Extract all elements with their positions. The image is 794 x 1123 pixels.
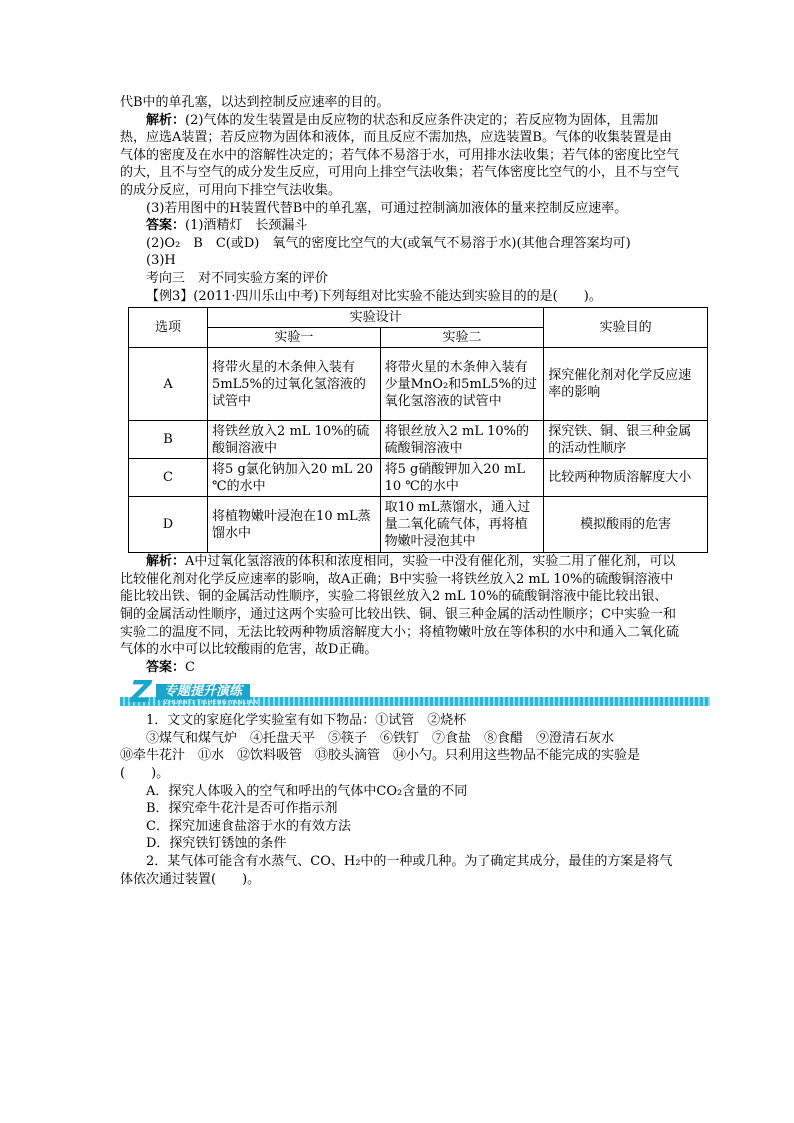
row-purpose: 探究催化剂对化学反应速率的影响 [544,348,708,421]
row-exp2: 将银丝放入2 mL 10%的硫酸铜溶液中 [380,421,544,459]
answer-line2: (2)O₂ B C(或D) 氧气的密度比空气的大(或氧气不易溶于水)(其他合理答案均可) [146,235,631,251]
analysis-label: 解析： [146,112,186,128]
row-purpose: 比较两种物质溶解度大小 [544,459,708,497]
row-purpose: 模拟酸雨的危害 [544,497,708,553]
question2: 2．某气体可能含有水蒸气、CO、H₂中的一种或几种。为了确定其成分，最佳的方案是将气体依次通过装置( )。 [120,854,673,887]
row-exp2: 将带火星的木条伸入装有少量MnO₂和5mL5%的过氧化氢溶液的试管中 [380,348,544,421]
analysis-text: (2)气体的发生装置是由反应物的状态和反应条件决定的；若反应物为固体，且需加热，应选A装置；若反应物为固体和液体，而且反应不需加热，应选装置B。气体的收集装置是由气体的密度及在水中的溶解性决定的；若气体不易溶于水，可用排水法收集；若气体的密度比空气的大，且不与空气的成分发生反应，可用向上排空气法收集；若气体密度比空气的小，且不与空气的成分反应，可用向下排空气法收集。 [120,112,680,198]
answer-line1: (1)酒精灯 长颈漏斗 [185,218,308,234]
header-option: 选项 [129,308,208,348]
question1-option-d: D．探究铁钉锈蚀的条件 [146,836,287,852]
banner-subtitle: ZHUANTI TISHENG YANLIAN [164,699,259,707]
header-design: 实验设计 [208,308,544,328]
banner-logo-letter: Z [130,675,152,711]
question1-option-a: A．探究人体吸入的空气和呼出的气体中CO₂含量的不同 [146,783,468,799]
example-question: 【例3】(2011·四川乐山中考)下列每组对比实验不能达到实验目的的是( )。 [146,288,602,304]
answer-paragraph [120,217,680,235]
row-exp1: 将带火星的木条伸入装有5mL5%的过氧化氢溶液的试管中 [208,348,381,421]
section-title: 考向三 对不同实验方案的评价 [146,270,329,286]
table-row [129,497,708,553]
analysis2-paragraph [120,553,680,659]
question1-option-b: B．探究牵牛花汁是否可作指示剂 [146,801,338,817]
document-page [120,94,692,888]
analysis2-label: 解析： [146,554,186,570]
header-purpose: 实验目的 [544,308,708,348]
answer-line3: (3)H [146,253,176,269]
experiment-table [128,307,708,553]
row-option: B [129,421,208,459]
row-exp2: 取10 mL蒸馏水，通入过量二氧化硫气体，再将植物嫩叶浸泡其中 [380,497,544,553]
answer-label: 答案： [146,218,186,234]
answer2-paragraph [120,659,680,677]
row-exp1: 将铁丝放入2 mL 10%的硫酸铜溶液中 [208,421,381,459]
analysis-part3: (3)若用图中的H装置代替B中的单孔塞，可通过控制滴加液体的量来控制反应速率。 [146,200,628,216]
table-row [129,459,708,497]
row-exp2: 将5 g硝酸钾加入20 mL 10 ℃的水中 [380,459,544,497]
answer2-value: C [185,659,195,675]
analysis2-text: A中过氧化氢溶液的体积和浓度相同，实验一中没有催化剂，实验二用了催化剂，可以比较催化剂对化学反应速率的影响，故A正确；B中实验一将铁丝放入2 mL 10%的硫酸铜溶液中能比较出铁、铜的金属活动性顺序，实验二将银丝放入2 mL 10%的硫酸铜溶液中能比较出银、铜的金属活动性顺序，通过这两个实验可比较出铁、铜、银三种金属的活动性顺序；C中实验一和实验二的温度不同，无法比较两种物质溶解度大小；将植物嫩叶放在等体积的水中和通入二氧化硫气体的水中可以比较酸雨的危害，故D正确。 [120,554,680,658]
table-row [129,421,708,459]
row-option: A [129,348,208,421]
row-purpose: 探究铁、铜、银三种金属的活动性顺序 [544,421,708,459]
intro-line: 代B中的单孔塞，以达到控制反应速率的目的。 [120,95,390,110]
row-exp1: 将植物嫩叶浸泡在10 mL蒸馏水中 [208,497,381,553]
question1-line1: 1．文文的家庭化学实验室有如下物品：①试管 ②烧杯 [146,713,467,729]
analysis-paragraph [120,112,680,200]
row-option: D [129,497,208,553]
table-header-row [129,308,708,328]
row-option: C [129,459,208,497]
question1-option-c: C．探究加速食盐溶于水的有效方法 [146,818,351,834]
answer2-label: 答案： [146,659,186,675]
banner-title: 专题提升演练 [156,684,250,700]
header-exp1: 实验一 [208,328,381,348]
section-banner [120,675,680,711]
row-exp1: 将5 g氯化钠加入20 mL 20 ℃的水中 [208,459,381,497]
header-exp2: 实验二 [380,328,544,348]
question1-line3: ⑩牵牛花汁 ⑪水 ⑫饮料吸管 ⑬胶头滴管 ⑭小勺。只利用这些物品不能完成的实验是( )。 [120,748,641,782]
question1-line2: ③煤气和煤气炉 ④托盘天平 ⑤筷子 ⑥铁钉 ⑦食盐 ⑧食醋 ⑨澄清石灰水 [146,730,615,746]
table-row [129,348,708,421]
